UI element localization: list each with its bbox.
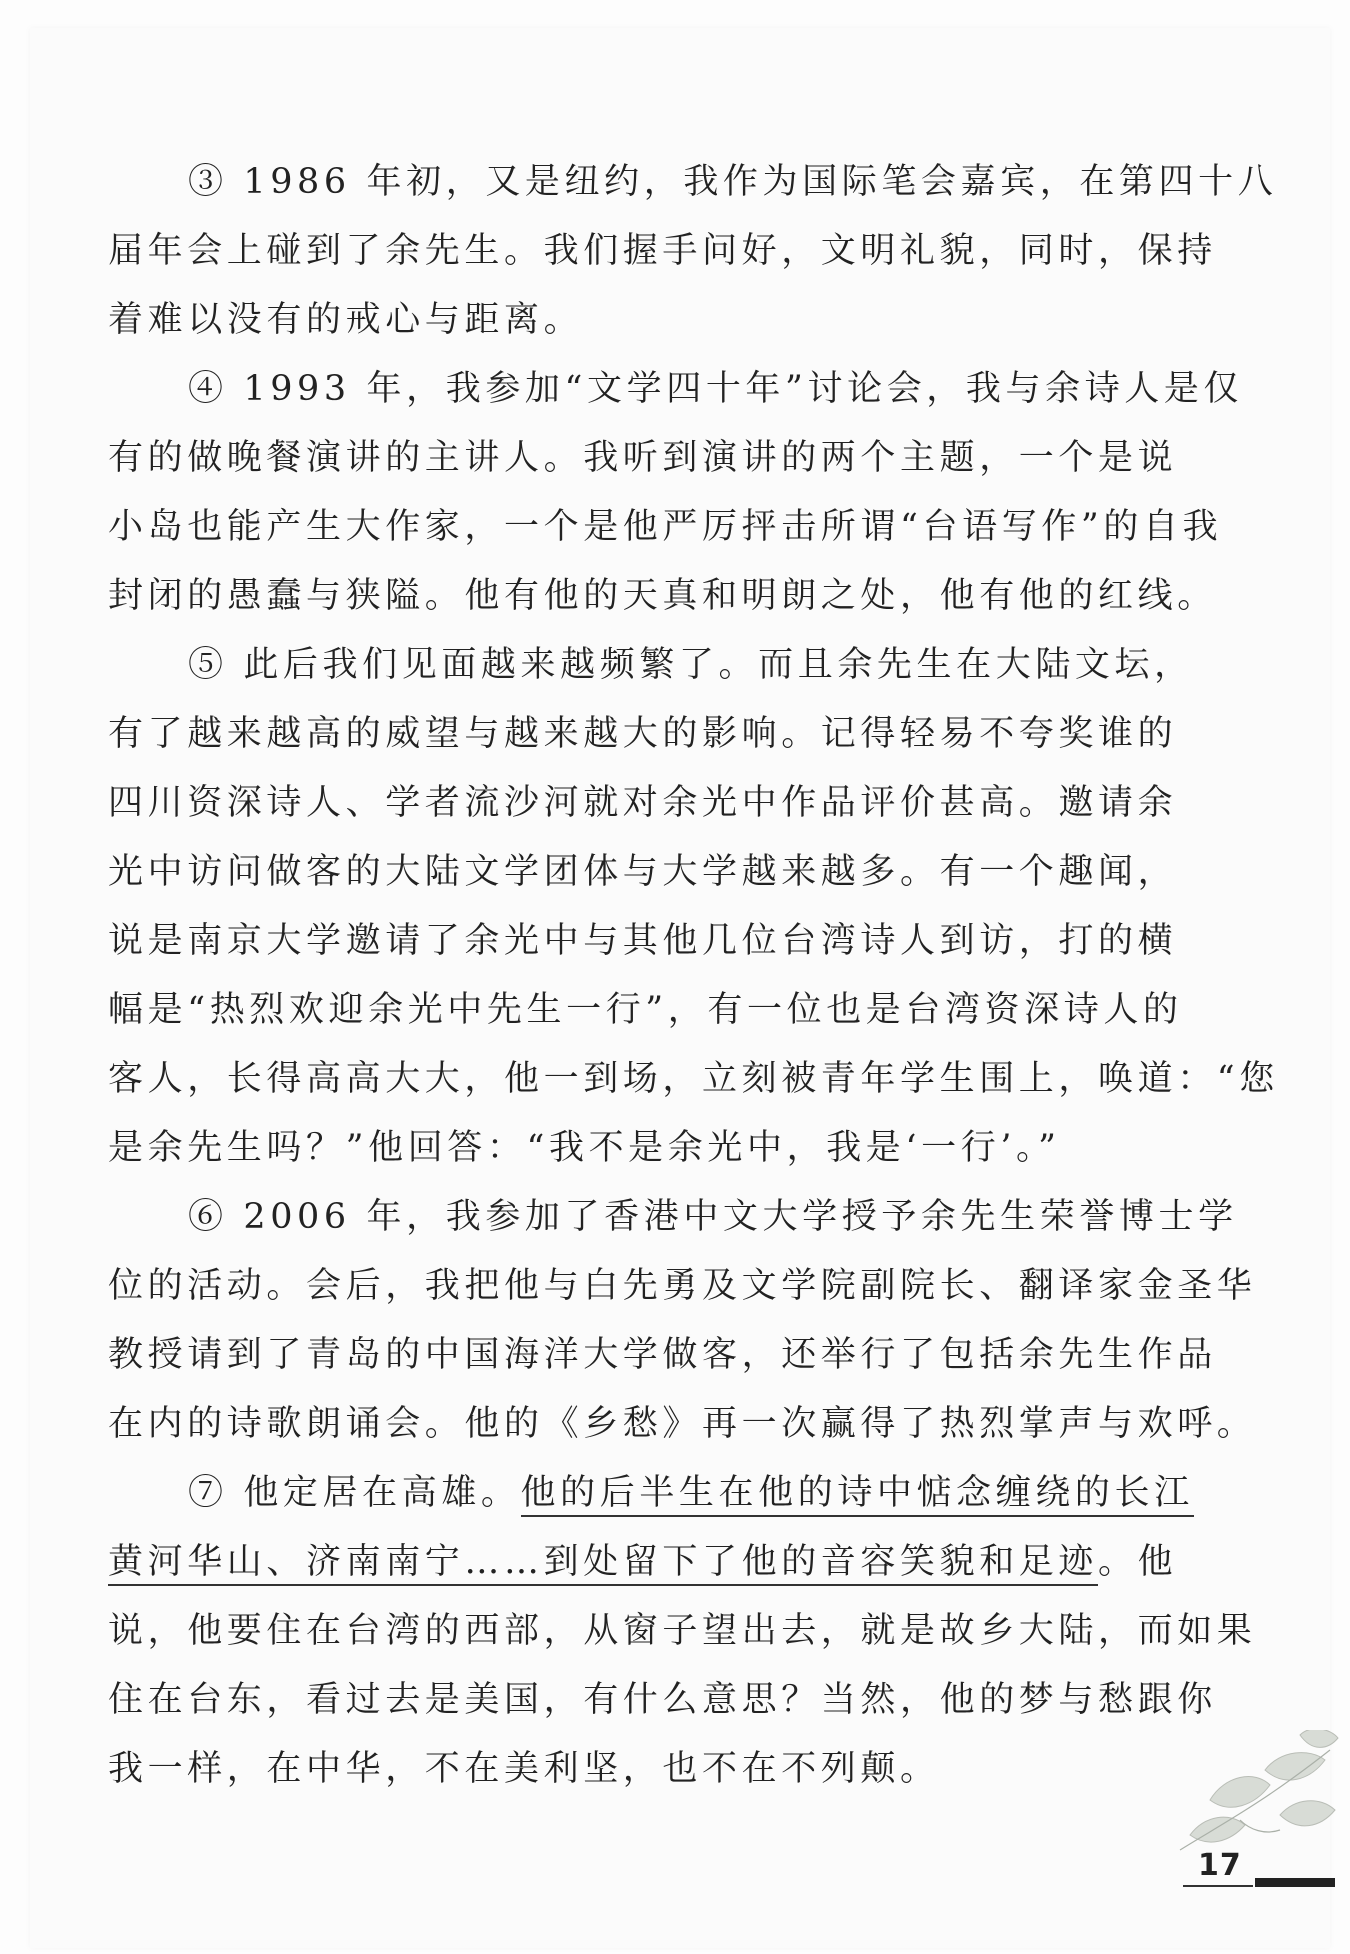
paragraph-7-line-2 xyxy=(108,1528,1190,1597)
paragraph-5-line-5: 说是南京大学邀请了余光中与其他几位台湾诗人到访，打的横 xyxy=(108,921,1178,961)
paragraph-4-line-3: 小岛也能产生大作家，一个是他严厉抨击所谓“台语写作”的自我 xyxy=(108,507,1223,547)
paragraph-5-line-3: 四川资深诗人、学者流沙河就对余光中作品评价甚高。邀请余 xyxy=(108,783,1178,823)
page-number-rule xyxy=(1183,1885,1253,1887)
paragraph-3-line-1: ③ 1986 年初，又是纽约，我作为国际笔会嘉宾，在第四十八 xyxy=(188,162,1278,202)
paragraph-4-line-1: ④ 1993 年，我参加“文学四十年”讨论会，我与余诗人是仅 xyxy=(188,369,1244,409)
paragraph-7-line-1 xyxy=(108,1459,1194,1528)
page-number: 17 xyxy=(1198,1848,1242,1883)
body-text xyxy=(108,148,1279,1804)
paragraph-7-underlined-part-2: 黄河华山、济南南宁……到处留下了他的音容笑貌和足迹 xyxy=(108,1542,1098,1586)
paragraph-3-line-3: 着难以没有的戒心与距离。 xyxy=(108,300,584,340)
paragraph-7-line-4: 住在台东，看过去是美国，有什么意思？当然，他的梦与愁跟你 xyxy=(108,1680,1217,1720)
paragraph-5-line-8: 是余先生吗？”他回答：“我不是余光中，我是‘一行’。” xyxy=(108,1128,1061,1168)
paragraph-5-line-1: ⑤ 此后我们见面越来越频繁了。而且余先生在大陆文坛， xyxy=(188,645,1194,685)
paragraph-5-line-2: 有了越来越高的威望与越来越大的影响。记得轻易不夸奖谁的 xyxy=(108,714,1178,754)
paragraph-6-line-3: 教授请到了青岛的中国海洋大学做客，还举行了包括余先生作品 xyxy=(108,1335,1217,1375)
paragraph-7-line-3: 说，他要住在台湾的西部，从窗子望出去，就是故乡大陆，而如果 xyxy=(108,1611,1257,1651)
paragraph-7-underlined-part-1: 他的后半生在他的诗中惦念缠绕的长江 xyxy=(521,1473,1194,1517)
paragraph-6-line-4: 在内的诗歌朗诵会。他的《乡愁》再一次赢得了热烈掌声与欢呼。 xyxy=(108,1404,1257,1444)
paragraph-4-line-2: 有的做晚餐演讲的主讲人。我听到演讲的两个主题，一个是说 xyxy=(108,438,1178,478)
paragraph-7-line-1-prefix: ⑦ 他定居在高雄。 xyxy=(188,1473,521,1513)
paragraph-7-line-2-suffix: 。他 xyxy=(1098,1542,1178,1582)
leaf-decoration-icon xyxy=(1170,1730,1340,1860)
paragraph-4-line-4: 封闭的愚蠢与狭隘。他有他的天真和明朗之处，他有他的红线。 xyxy=(108,576,1217,616)
paragraph-7-line-5: 我一样，在中华，不在美利坚，也不在不列颠。 xyxy=(108,1749,940,1789)
page-number-bar xyxy=(1255,1878,1335,1887)
paragraph-6-line-1: ⑥ 2006 年，我参加了香港中文大学授予余先生荣誉博士学 xyxy=(188,1197,1238,1237)
paragraph-5-line-4: 光中访问做客的大陆文学团体与大学越来越多。有一个趣闻， xyxy=(108,852,1178,892)
paragraph-5-line-6: 幅是“热烈欢迎余光中先生一行”，有一位也是台湾资深诗人的 xyxy=(108,990,1183,1030)
paragraph-3-line-2: 届年会上碰到了余先生。我们握手问好，文明礼貌，同时，保持 xyxy=(108,231,1217,271)
paragraph-5-line-7: 客人，长得高高大大，他一到场，立刻被青年学生围上，唤道：“您 xyxy=(108,1059,1279,1099)
paragraph-6-line-2: 位的活动。会后，我把他与白先勇及文学院副院长、翻译家金圣华 xyxy=(108,1266,1257,1306)
